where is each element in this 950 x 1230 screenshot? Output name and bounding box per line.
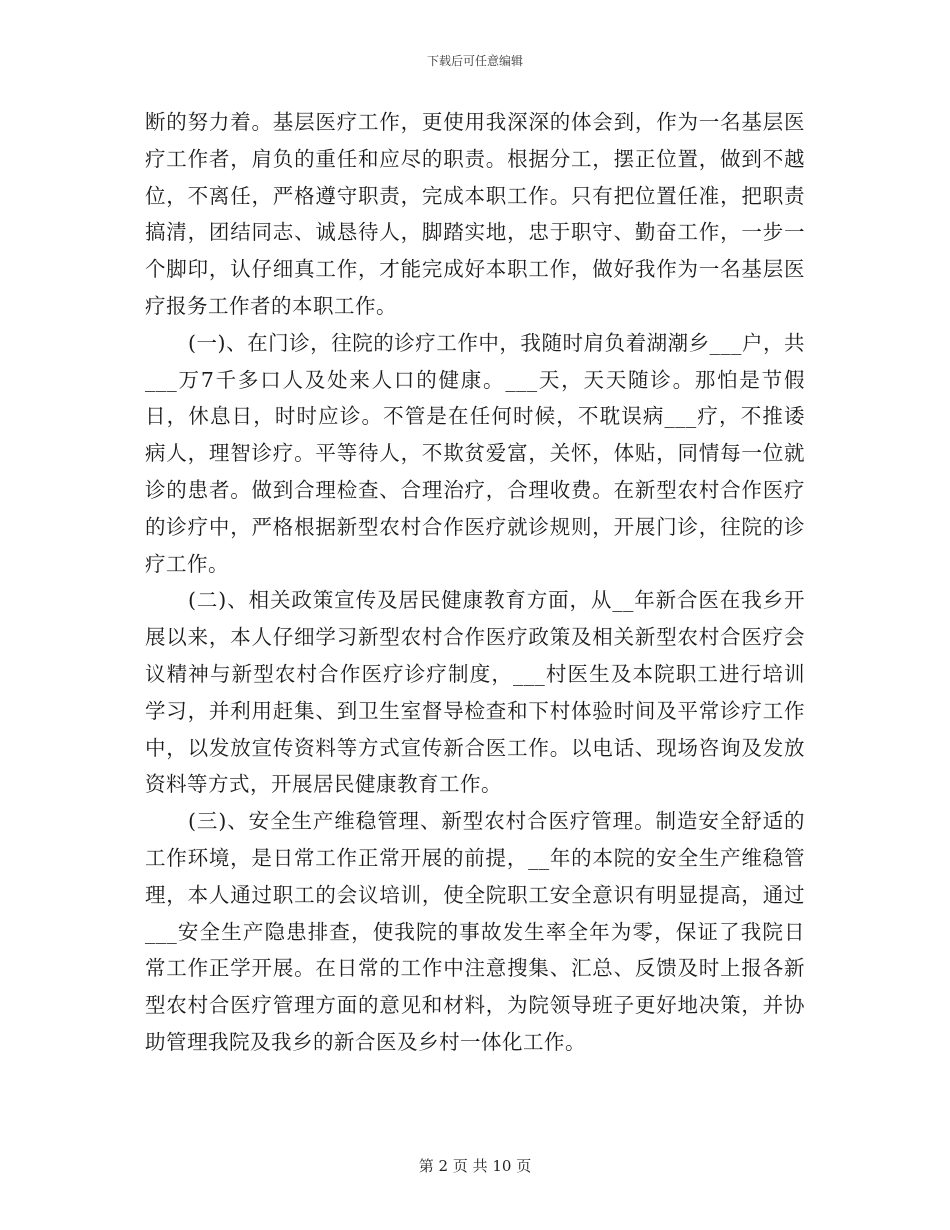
paragraph-continuation: 断的努力着。基层医疗工作，更使用我深深的体会到，作为一名基层医疗工作者，肩负的重任和应尽的职责。根据分工，摆正位置，做到不越位，不离任，严格遵守职责，完成本职工作。只有把位置任准，把职责搞清，团结同志、诚恳待人，脚踏实地，忠于职守、勤奋工作，一步一个脚印，认仔细真工作，才能完成好本职工作，做好我作为一名基层医疗报务工作者的本职工作。 <box>145 110 805 318</box>
paragraph-section-3: (三)、安全生产维稳管理、新型农村合医疗管理。制造安全舒适的工作环境，是日常工作正常开展的前提，__年的本院的安全生产维稳管理，本人通过职工的会议培训，使全院职工安全意识有明显提高，通过___安全生产隐患排查，使我院的事故发生率全年为零，保证了我院日常工作正学开展。在日常的工作中注意搜集、汇总、反馈及时上报各新型农村合医疗管理方面的意见和材料，为院领导班子更好地决策，并协助管理我院及我乡的新合医及乡村一体化工作。 <box>145 809 805 1054</box>
paragraph-section-2: (二)、相关政策宣传及居民健康教育方面，从__年新合医在我乡开展以来，本人仔细学习新型农村合作医疗政策及相关新型农村合医疗会议精神与新型农村合作医疗诊疗制度，___村医生及本院职工进行培训学习，并利用赶集、到卫生室督导检查和下村体验时间及平常诊疗工作中，以发放宣传资料等方式宣传新合医工作。以电话、现场咨询及发放资料等方式，开展居民健康教育工作。 <box>145 588 805 797</box>
page-number-footer: 第 2 页 共 10 页 <box>418 1157 532 1175</box>
page-header-note: 下载后可任意编辑 <box>426 54 523 68</box>
document-body <box>145 104 805 1061</box>
paragraph-section-1: (一)、在门诊，往院的诊疗工作中，我随时肩负着湖潮乡___户，共___万7千多口人及处来人口的健康。___天，天天随诊。那怕是节假日，休息日，时时应诊。不管是在任何时候，不耽误病___疗，不推诿病人，理智诊疗。平等待人，不欺贫爱富，关怀，体贴，同情每一位就诊的患者。做到合理检查、合理治疗，合理收费。在新型农村合作医疗的诊疗中，严格根据新型农村合作医疗就诊规则，开展门诊，往院的诊疗工作。 <box>145 330 805 576</box>
